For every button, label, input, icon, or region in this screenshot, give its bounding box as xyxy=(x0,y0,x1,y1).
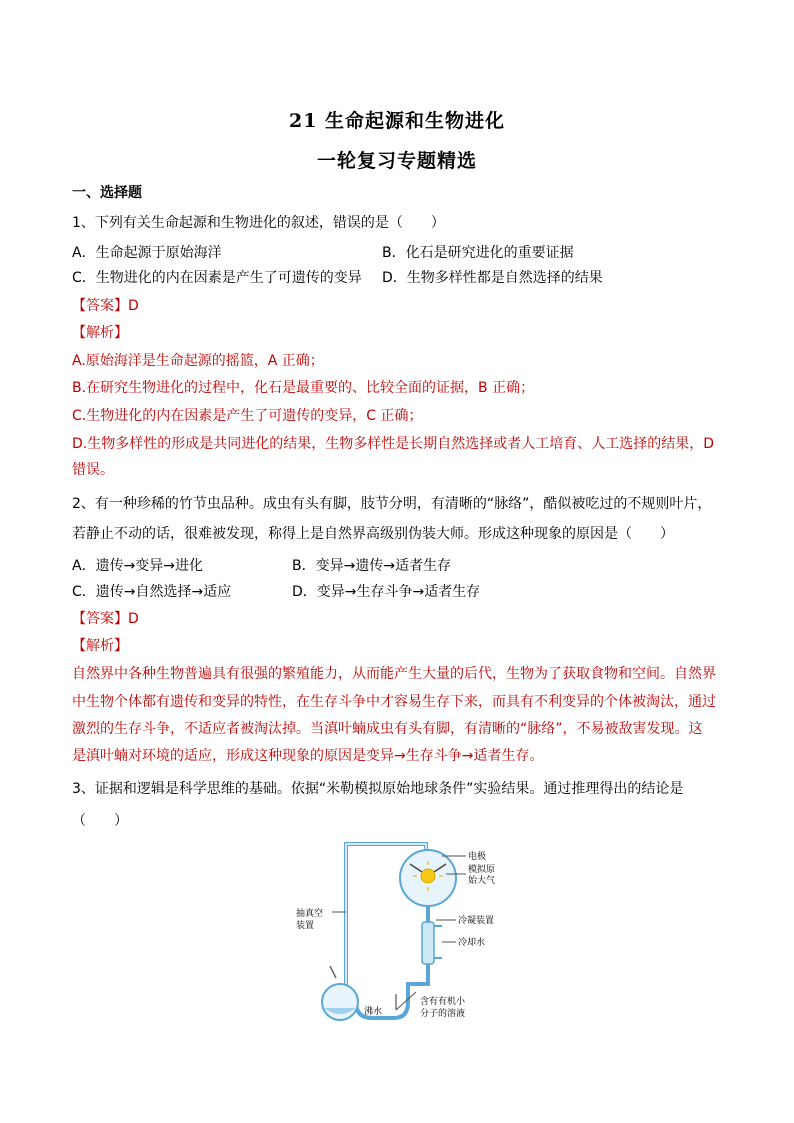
q1-analysis-line: D.生物多样性的形成是共同进化的结果，生物多样性是长期自然选择或者人工培育、人工选择的结果，D xyxy=(72,436,715,452)
condenser xyxy=(422,922,434,964)
q2-option-a: A．遗传→变异→进化 xyxy=(72,558,204,574)
label-atmosphere: 模拟原 xyxy=(468,865,496,875)
question-3-stem: （ ） xyxy=(72,813,128,829)
boiling-flask xyxy=(322,984,358,1020)
q2-option-d: D．变异→生存斗争→适者生存 xyxy=(292,584,481,600)
q2-analysis-label: 【解析】 xyxy=(72,638,128,654)
question-1-stem: 1、下列有关生命起源和生物进化的叙述，错误的是（ ） xyxy=(72,215,445,231)
q2-option-c: C．遗传→自然选择→适应 xyxy=(72,584,232,600)
q1-analysis-line: A.原始海洋是生命起源的摇篮，A 正确； xyxy=(72,353,324,369)
q1-option-d: D．生物多样性都是自然选择的结果 xyxy=(382,270,603,286)
label-vacuum: 抽真空 xyxy=(296,909,324,919)
q1-analysis-line: B.在研究生物进化的过程中，化石是最重要的、比较全面的证据，B 正确； xyxy=(72,380,535,396)
page-title: 21 生命起源和生物进化 xyxy=(288,110,506,132)
page-subtitle: 一轮复习专题精选 xyxy=(316,150,477,172)
label-cooling-water: 冷却水 xyxy=(458,938,486,948)
q2-option-b: B．变异→遗传→适者生存 xyxy=(292,558,452,574)
q1-analysis-label: 【解析】 xyxy=(72,325,128,341)
q1-option-b: B．化石是研究进化的重要证据 xyxy=(382,245,574,261)
section-heading: 一、选择题 xyxy=(72,185,142,201)
label-vacuum: 装置 xyxy=(296,921,315,931)
label-condenser: 冷凝装置 xyxy=(458,916,495,926)
label-boiling-water: 沸水 xyxy=(364,1007,383,1017)
question-2-stem: 2、有一种珍稀的竹节虫品种。成虫有头有脚，肢节分明，有清晰的“脉络”，酷似被吃过的不规则叶片， xyxy=(72,496,712,512)
vacuum-valve xyxy=(330,966,336,978)
q2-analysis-line: 是滇叶蝻对环境的适应，形成这种现象的原因是变异→生存斗争→适者生存。 xyxy=(72,748,544,764)
q1-analysis-line: 错误。 xyxy=(72,462,114,478)
spark-icon xyxy=(421,869,435,883)
q1-option-c: C．生物进化的内在因素是产生了可遗传的变异 xyxy=(72,270,362,286)
q2-answer: 【答案】D xyxy=(72,611,139,627)
label-atmosphere: 始大气 xyxy=(468,876,496,886)
question-2-stem: 若静止不动的话，很难被发现，称得上是自然界高级别伪装大师。形成这种现象的原因是（ ） xyxy=(72,526,674,542)
miller-experiment-diagram xyxy=(296,834,506,1030)
question-3-stem: 3、证据和逻辑是科学思维的基础。依据“米勒模拟原始地球条件”实验结果。通过推理得出的结论是 xyxy=(72,781,684,797)
q1-analysis-line: C.生物进化的内在因素是产生了可遗传的变异，C 正确； xyxy=(72,408,423,424)
q2-analysis-line: 激烈的生存斗争，不适应者被淘汰掉。当滇叶蝻成虫有头有脚，有清晰的“脉络”，不易被敌害发现。这 xyxy=(72,721,703,737)
label-electrode: 电极 xyxy=(468,852,487,862)
q1-option-a: A．生命起源于原始海洋 xyxy=(72,245,222,261)
label-solution: 含有有机小 xyxy=(420,997,466,1007)
q2-analysis-line: 中生物个体都有遗传和变异的特性，在生存斗争中才容易生存下来，而具有不利变异的个体被淘汰，通过 xyxy=(72,694,716,710)
q2-analysis-line: 自然界中各种生物普遍具有很强的繁殖能力，从而能产生大量的后代，生物为了获取食物和空间。自然界 xyxy=(72,666,716,682)
label-solution: 分子的溶液 xyxy=(420,1009,466,1019)
q1-answer: 【答案】D xyxy=(72,298,139,314)
